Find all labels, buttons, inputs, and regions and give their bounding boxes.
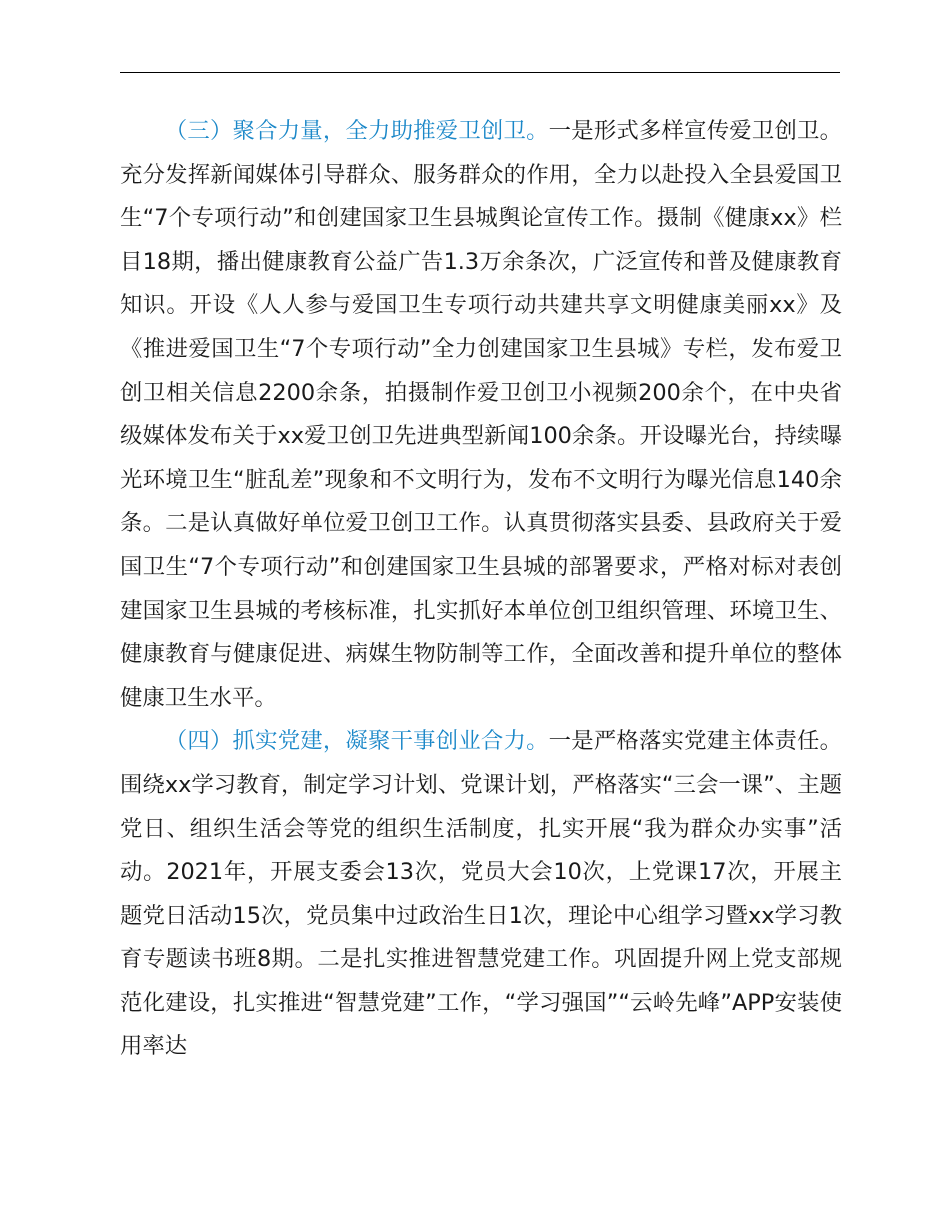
- paragraph-section-4: [120, 720, 842, 1069]
- paragraph-body-4: 一是严格落实党建主体责任。围绕xx学习教育，制定学习计划、党课计划，严格落实“三会一课”、主题党日、组织生活会等党的组织生活制度，扎实开展“我为群众办实事”活动。2021年，开展支委会13次，党员大会10次，上党课17次，开展主题党日活动15次，党员集中过政治生日1次，理论中心组学习暨xx学习教育专题读书班8期。二是扎实推进智慧党建工作。巩固提升网上党支部规范化建设，扎实推进“智慧党建”工作，“学习强国”“云岭先峰”APP安装使用率达: [120, 728, 843, 1060]
- header-rule: [120, 72, 840, 73]
- document-body: [120, 110, 842, 1069]
- section-heading-4: （四）抓实党建，凝聚干事创业合力。: [164, 728, 549, 755]
- paragraph-body-3: 一是形式多样宣传爱卫创卫。充分发挥新闻媒体引导群众、服务群众的作用，全力以赴投入全县爱国卫生“7个专项行动”和创建国家卫生县城舆论宣传工作。摄制《健康xx》栏目18期，播出健康教育公益广告1.3万余条次，广泛宣传和普及健康教育知识。开设《人人参与爱国卫生专项行动共建共享文明健康美丽xx》及《推进爱国卫生“7个专项行动”全力创建国家卫生县城》专栏，发布爱卫创卫相关信息2200余条，拍摄制作爱卫创卫小视频200余个，在中央省级媒体发布关于xx爱卫创卫先进典型新闻100余条。开设曝光台，持续曝光环境卫生“脏乱差”现象和不文明行为，发布不文明行为曝光信息140余条。二是认真做好单位爱卫创卫工作。认真贯彻落实县委、县政府关于爱国卫生“7个专项行动”和创建国家卫生县城的部署要求，严格对标对表创建国家卫生县城的考核标准，扎实抓好本单位创卫组织管理、环境卫生、健康教育与健康促进、病媒生物防制等工作，全面改善和提升单位的整体健康卫生水平。: [120, 118, 843, 711]
- paragraph-section-3: [120, 110, 842, 720]
- section-heading-3: （三）聚合力量，全力助推爱卫创卫。: [164, 118, 549, 144]
